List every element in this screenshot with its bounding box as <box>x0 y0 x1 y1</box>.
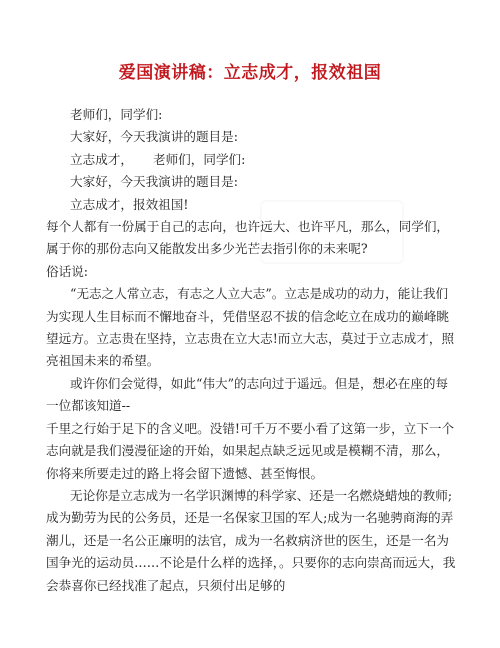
document-title: 爱国演讲稿：立志成才，报效祖国 <box>118 63 382 83</box>
intro-line: 大家好，今天我演讲的题目是: <box>70 129 238 145</box>
paragraph-5: 千里之行始于足下的含义吧。没错!可千万不要小看了这第一步，立下一个志向就是我们漫漫征途的开始，如果起点缺乏远见或是模糊不清，那么，你将来所要走过的路上将会留下遗憾、甚至悔恨。 <box>46 420 455 481</box>
paragraph-3: “无志之人常立志，有志之人立大志”。立志是成功的动力，能让我们为实现人生目标而不懈地奋斗，凭借坚忍不拔的信念屹立在成功的巅峰眺望远方。立志贵在坚持，立志贵在立大志!而立大志，莫过于立志成才，照亮祖国未来的希望。 <box>46 286 455 369</box>
topic-line-repeat <box>46 149 458 171</box>
paragraph-6: 无论你是立志成为一名学识渊博的科学家、还是一名燃烧蜡烛的教师;成为勤劳为民的公务员，还是一名保家卫国的军人;成为一名驰骋商海的弄潮儿，还是一名公正廉明的法官，成为一名救病济世的医生，还是一名为国争光的运动员……不论是什么样的选择，。只要你的志向崇高而远大，我会恭喜你已经找准了起点，只须付出足够的 <box>46 487 456 593</box>
paragraph-2: 俗话说: <box>46 263 89 279</box>
paragraph-1: 每个人都有一份属于自己的志向，也许远大、也许平凡，那么，同学们，属于你的那份志向又能散发出多少光芒去指引你的未来呢? <box>46 219 449 257</box>
greeting-fragment: 老师们，同学们: <box>152 151 246 167</box>
greeting-line: 老师们，同学们: <box>70 107 163 122</box>
paragraph-4: 或许你们会觉得，如此“伟大”的志向过于遥远。但是，想必在座的每一位都该知道-- <box>46 375 449 414</box>
topic-fragment: 立志成才， <box>70 151 133 167</box>
topic-line: 立志成才，报效祖国! <box>70 196 189 212</box>
intro-line-repeat: 大家好，今天我演讲的题目是: <box>70 174 238 190</box>
document-body <box>46 104 458 597</box>
